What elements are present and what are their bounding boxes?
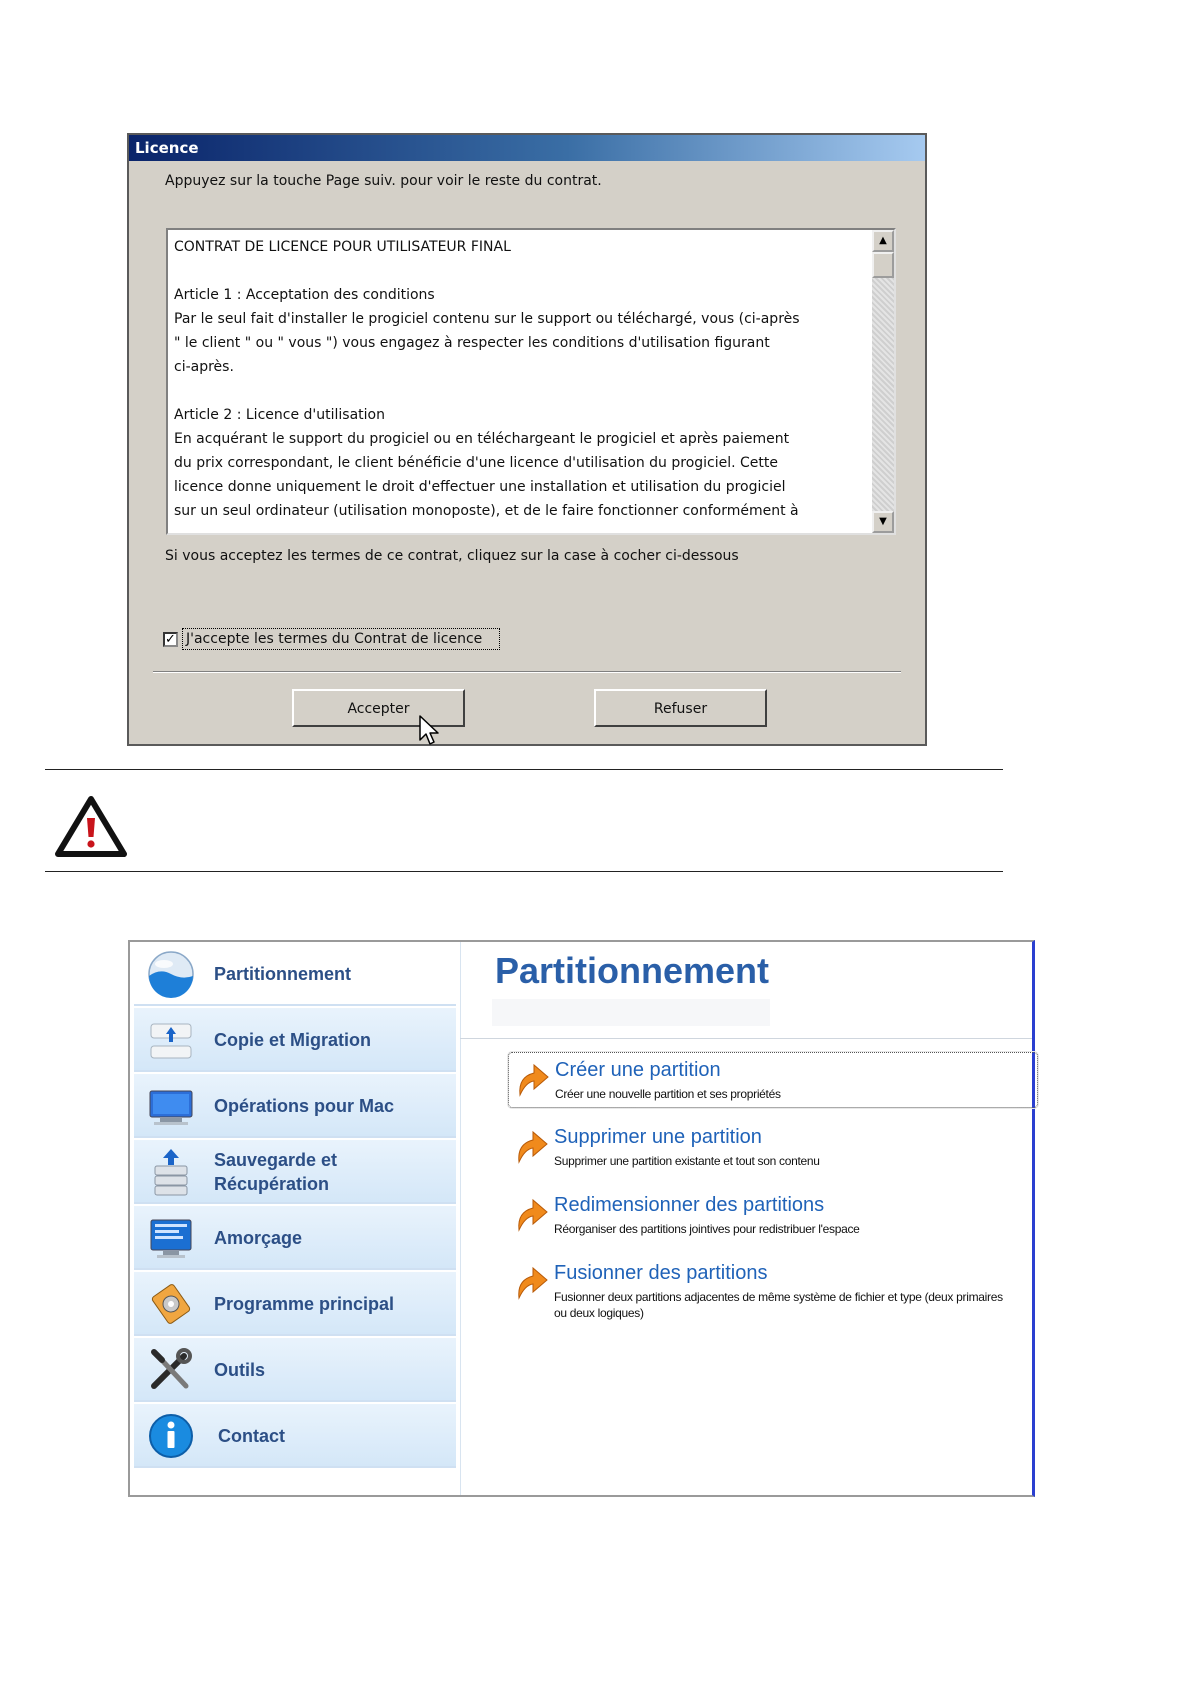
accept-checkbox-row[interactable] — [163, 628, 500, 650]
action-create-partition[interactable] — [508, 1052, 1038, 1108]
nav-item-sauvegarde[interactable] — [134, 1140, 456, 1204]
drive-copy-icon — [146, 1016, 196, 1064]
main-program-icon — [146, 1280, 196, 1328]
action-merge-partitions[interactable] — [508, 1256, 1038, 1326]
action-delete-partition[interactable] — [508, 1120, 1038, 1176]
nav-label: Amorçage — [214, 1228, 303, 1248]
orange-arrow-icon — [515, 1196, 549, 1234]
action-description: Créer une nouvelle partition et ses propriétés — [555, 1087, 781, 1101]
contract-line: Article 1 : Acceptation des conditions — [174, 287, 435, 303]
nav-item-contact[interactable] — [134, 1404, 456, 1468]
contract-line: licence donne uniquement le droit d'effectuer une installation et utilisation du progiciel — [174, 479, 786, 495]
scroll-thumb[interactable] — [872, 252, 894, 278]
contract-line: du prix correspondant, le client bénéficie d'une licence d'utilisation du progiciel. Cette — [174, 455, 779, 471]
tools-icon — [146, 1346, 196, 1394]
dialog-divider — [153, 671, 901, 673]
action-title: Créer une partition — [555, 1059, 721, 1081]
nav-item-amorcage[interactable] — [134, 1206, 456, 1270]
nav-label: Outils — [214, 1360, 266, 1380]
dialog-instruction: Appuyez sur la touche Page suiv. pour voir le reste du contrat. — [165, 173, 602, 189]
accept-button[interactable]: Accepter — [292, 689, 465, 727]
mac-monitor-icon — [146, 1082, 196, 1130]
nav-label-line2: Récupération — [214, 1174, 330, 1194]
nav-label: Sauvegarde et — [214, 1150, 338, 1170]
action-title: Fusionner des partitions — [554, 1262, 768, 1284]
warning-icon — [55, 796, 127, 858]
nav-sidebar — [130, 942, 461, 1495]
license-dialog — [127, 133, 927, 746]
action-title: Supprimer une partition — [554, 1126, 762, 1148]
nav-item-operations-mac[interactable] — [134, 1074, 456, 1138]
warning-top-rule — [45, 769, 1003, 770]
action-title: Redimensionner des partitions — [554, 1194, 825, 1216]
contract-line: ci-après. — [174, 359, 234, 375]
info-icon — [146, 1412, 196, 1460]
nav-label: Partitionnement — [214, 964, 352, 984]
action-description: Supprimer une partition existante et tout son contenu — [554, 1154, 820, 1168]
contract-textbox[interactable] — [166, 228, 896, 535]
action-description: Fusionner deux partitions adjacentes de même système de fichier et type (deux primaires ou deux logiques) — [554, 1290, 1003, 1320]
nav-item-programme-principal[interactable] — [134, 1272, 456, 1336]
nav-label: Contact — [218, 1426, 285, 1446]
action-description: Réorganiser des partitions jointives pour redistribuer l'espace — [554, 1222, 860, 1236]
orange-arrow-icon — [515, 1264, 549, 1302]
orange-arrow-icon — [516, 1061, 550, 1099]
accept-instruction: Si vous acceptez les termes de ce contrat, cliquez sur la case à cocher ci-dessous — [165, 548, 739, 564]
warning-bottom-rule — [45, 871, 1003, 872]
title-divider — [460, 1038, 1032, 1039]
nav-item-copie-migration[interactable] — [134, 1008, 456, 1072]
mouse-cursor-icon — [419, 715, 441, 747]
accept-checkbox[interactable]: ✓ — [163, 632, 178, 647]
scroll-down-icon[interactable]: ▼ — [872, 511, 894, 533]
orange-arrow-icon — [515, 1128, 549, 1166]
partition-disc-icon — [146, 950, 196, 998]
refuse-button[interactable]: Refuser — [594, 689, 767, 727]
contract-text — [174, 235, 868, 523]
scroll-up-icon[interactable]: ▲ — [872, 230, 894, 252]
contract-line: En acquérant le support du progiciel ou en téléchargeant le progiciel et après paiement — [174, 431, 790, 447]
page-title: Partitionnement — [495, 950, 770, 991]
action-resize-partitions[interactable] — [508, 1188, 1038, 1244]
nav-label: Copie et Migration — [214, 1030, 371, 1050]
nav-label: Programme principal — [214, 1294, 395, 1314]
nav-label: Opérations pour Mac — [214, 1096, 395, 1116]
contract-line: CONTRAT DE LICENCE POUR UTILISATEUR FINAL — [174, 239, 511, 255]
backup-database-icon — [146, 1148, 196, 1196]
contract-line: sur un seul ordinateur (utilisation monoposte), et de le faire fonctionner conformément à — [174, 503, 799, 519]
contract-line — [174, 259, 868, 283]
nav-item-partitionnement[interactable] — [134, 942, 456, 1006]
contract-line: " le client " ou " vous ") vous engagez à respecter les conditions d'utilisation figurant — [174, 335, 770, 351]
contract-line: Par le seul fait d'installer le progiciel contenu sur le support ou téléchargé, vous (ci-après — [174, 311, 800, 327]
partition-app — [128, 940, 1035, 1497]
contract-scrollbar[interactable] — [872, 230, 894, 533]
contract-line: Article 2 : Licence d'utilisation — [174, 407, 385, 423]
contract-line — [174, 379, 868, 403]
boot-monitor-icon — [146, 1214, 196, 1262]
dialog-title: Licence — [129, 135, 925, 161]
nav-item-outils[interactable] — [134, 1338, 456, 1402]
subtitle-placeholder — [492, 999, 770, 1026]
accept-checkbox-label[interactable]: J'accepte les termes du Contrat de licence — [182, 628, 500, 650]
